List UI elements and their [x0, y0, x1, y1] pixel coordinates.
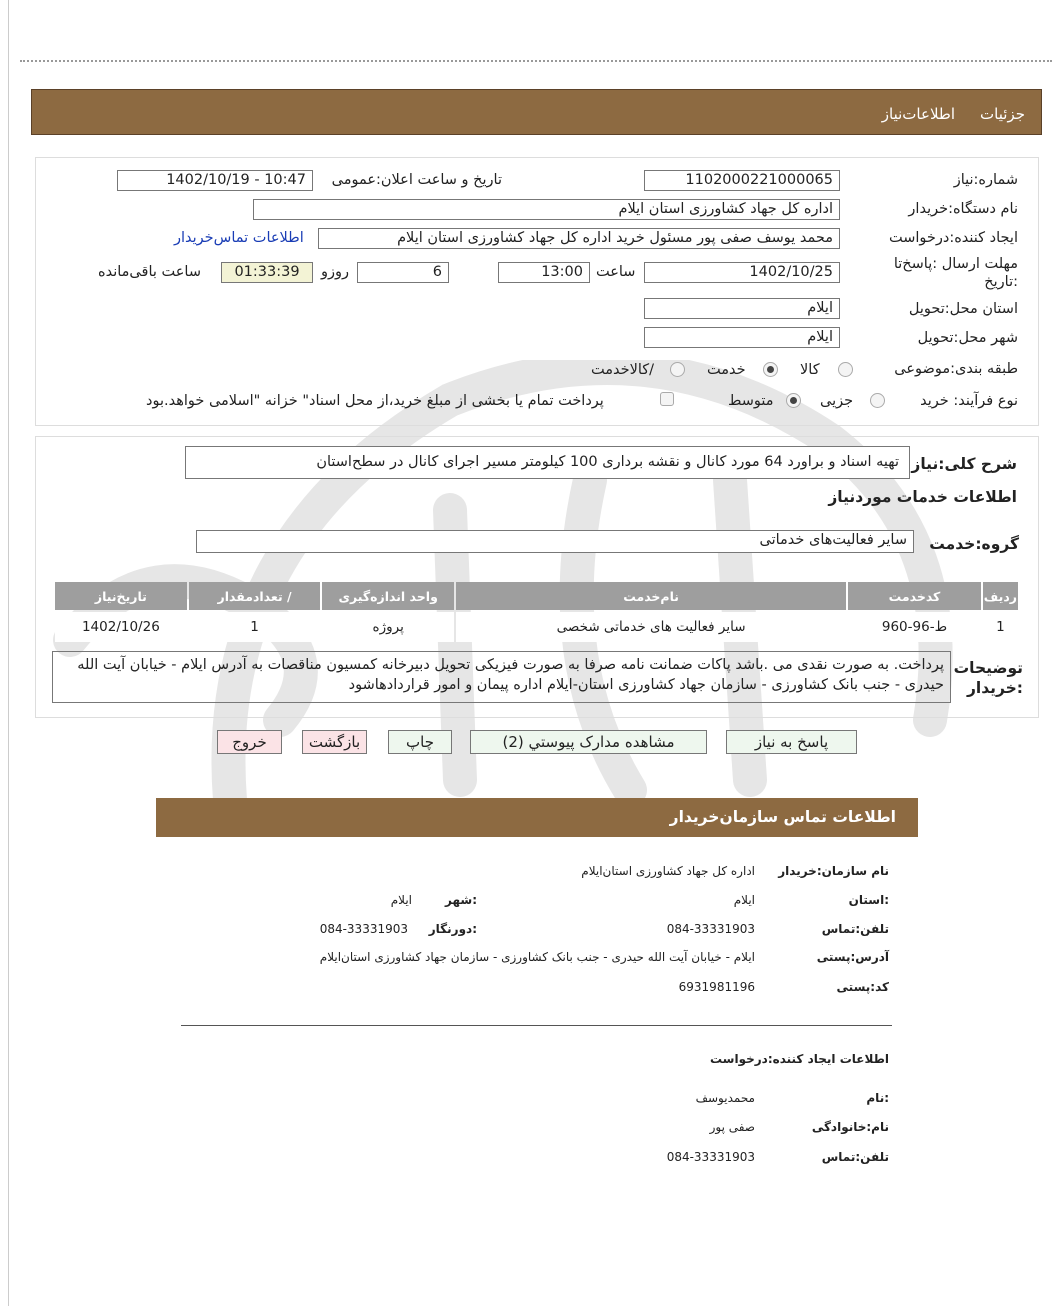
- header-quantity: / تعدادمقدار: [189, 582, 321, 610]
- creator-info-title: اطلاعات ایجاد کننده:درخواست: [709, 1052, 889, 1066]
- province-contact-value: ایلام: [733, 893, 755, 907]
- fax-label: :دورنگار: [428, 922, 477, 936]
- deadline-label-2: :تاریخ: [984, 274, 1018, 290]
- fax-value: 084-33331903: [319, 922, 408, 936]
- creator-name-label: :نام: [866, 1091, 889, 1105]
- reply-button[interactable]: پاسخ به نیاز: [726, 730, 857, 754]
- services-table: [53, 580, 1020, 644]
- process-label: نوع فرآیند: خرید: [920, 393, 1018, 409]
- city-contact-label: :شهر: [445, 893, 477, 907]
- phone-value: 084-33331903: [666, 922, 755, 936]
- creator-phone-value: 084-33331903: [666, 1150, 755, 1164]
- creator-family-value: صفی پور: [709, 1120, 755, 1134]
- remaining-label: ساعت باقی‌مانده: [98, 264, 201, 280]
- tabs-header: [31, 89, 1042, 135]
- need-number-field: 1102000221000065: [644, 170, 840, 191]
- address-label: آدرس:پستی: [816, 950, 889, 964]
- category-goods-radio[interactable]: [838, 362, 853, 377]
- summary-field: تهیه اسناد و براورد 64 مورد کانال و نقشه برداری 100 کیلومتر مسیر اجرای کانال در سطح‌استان: [185, 446, 910, 479]
- service-group-field: سایر فعالیت‌های خدماتی: [196, 530, 914, 553]
- process-partial-radio[interactable]: [870, 393, 885, 408]
- contact-header: [156, 798, 918, 837]
- city-label: شهر محل:تحویل: [917, 330, 1018, 346]
- province-label: استان محل:تحویل: [908, 301, 1018, 317]
- city-field: ایلام: [644, 327, 840, 348]
- cell-need-date: 1402/10/26: [55, 612, 187, 642]
- process-medium-radio[interactable]: [786, 393, 801, 408]
- need-info-panel: [35, 157, 1039, 426]
- print-button[interactable]: چاپ: [388, 730, 452, 754]
- buyer-notes-field: پرداخت. به صورت نقدی می .باشد پاکات ضمانت نامه صرفا به صورت فیزیکی تحویل دبیرخانه کمسیون مناقصات به آدرس ایلام - خیابان آیت الله حیدری - جنب بانک کشاورزی - سازمان جهاد کشاورزی استان-ایلام اداره پیمان و امور قراردادهاشود: [52, 651, 951, 703]
- address-value: ایلام - خیابان آیت الله حیدری - جنب بانک کشاورزی - سازمان جهاد کشاورزی استان‌ایلام: [319, 950, 755, 964]
- buyer-contact-link[interactable]: اطلاعات تماس‌خریدار: [174, 230, 304, 246]
- contact-divider: [181, 1025, 892, 1026]
- tab-details[interactable]: جزئیات: [980, 105, 1025, 123]
- cell-unit: پروژه: [322, 612, 454, 642]
- category-goods-label: کالا: [800, 362, 820, 378]
- creator-field: محمد یوسف صفی پور مسئول خرید اداره کل جهاد کشاورزی استان ایلام: [318, 228, 840, 249]
- phone-label: تلفن:تماس: [821, 922, 889, 936]
- contact-title: اطلاعات تماس سازمان‌خریدار: [669, 808, 896, 826]
- org-label: نام سازمان:خریدار: [778, 864, 889, 878]
- category-goods-service-label: /کالاخدمت: [591, 362, 655, 378]
- city-contact-value: ایلام: [390, 893, 412, 907]
- treasury-payment-text: پرداخت تمام یا بخشی از مبلغ خرید،از محل اسناد" خزانه "اسلامی خواهد.بود: [146, 393, 604, 409]
- table-row: [55, 612, 1018, 642]
- creator-family-label: نام:خانوادگی: [811, 1120, 889, 1134]
- header-unit: واحد اندازه‌گیری: [322, 582, 454, 610]
- remaining-time-field: 01:33:39: [221, 262, 313, 283]
- category-label: طبقه بندی:موضوعی: [894, 361, 1018, 377]
- treasury-payment-checkbox[interactable]: [660, 392, 674, 406]
- summary-label: شرح کلی:نیاز: [911, 455, 1017, 473]
- buyer-field: اداره کل جهاد کشاورزی استان ایلام: [253, 199, 840, 220]
- deadline-time-field: 13:00: [498, 262, 590, 283]
- back-button[interactable]: بازگشت: [302, 730, 367, 754]
- cell-service-code: ط-96-960: [848, 612, 981, 642]
- header-service-code: کدخدمت: [848, 582, 981, 610]
- days-field: 6: [357, 262, 449, 283]
- category-service-radio[interactable]: [763, 362, 778, 377]
- cell-quantity: 1: [189, 612, 321, 642]
- category-service-label: خدمت: [707, 362, 746, 378]
- org-value: اداره کل جهاد کشاورزی استان‌ایلام: [581, 864, 755, 878]
- table-header-row: [55, 582, 1018, 610]
- services-title: اطلاعات خدمات موردنیاز: [828, 488, 1017, 506]
- postal-code-label: کد:پستی: [836, 980, 889, 994]
- province-field: ایلام: [644, 298, 840, 319]
- header-row-no: ردیف: [983, 582, 1018, 610]
- deadline-date-field: 1402/10/25: [644, 262, 840, 283]
- need-number-label: شماره:نیاز: [953, 172, 1018, 188]
- notes-label: توضیحات: [953, 659, 1023, 677]
- view-documents-button[interactable]: مشاهده مدارک پیوستي (2): [470, 730, 707, 754]
- deadline-label: مهلت ارسال :پاسخ‌تا: [893, 256, 1018, 272]
- buyer-label: نام دستگاه:خریدار: [908, 201, 1018, 217]
- creator-phone-label: تلفن:تماس: [821, 1150, 889, 1164]
- cell-row-no: 1: [983, 612, 1018, 642]
- notes-label-2: :خریدار: [966, 679, 1023, 697]
- process-partial-label: جزیی: [820, 393, 854, 409]
- creator-label: ایجاد کننده:درخواست: [889, 230, 1018, 246]
- category-goods-service-radio[interactable]: [670, 362, 685, 377]
- province-contact-label: :استان: [848, 893, 889, 907]
- header-service-name: نام‌خدمت: [456, 582, 846, 610]
- announce-label: تاریخ و ساعت اعلان:عمومی: [331, 172, 502, 188]
- process-medium-label: متوسط: [728, 393, 774, 409]
- cell-service-name: سایر فعالیت های خدماتی شخصی: [456, 612, 846, 642]
- creator-name-value: محمدیوسف: [695, 1091, 755, 1105]
- exit-button[interactable]: خروج: [217, 730, 282, 754]
- day-label: روزو: [321, 264, 350, 280]
- postal-code-value: 6931981196: [678, 980, 755, 994]
- hour-label: ساعت: [596, 264, 636, 280]
- announce-datetime-field: 1402/10/19 - 10:47: [117, 170, 313, 191]
- tab-need-info[interactable]: اطلاعات‌نیاز: [881, 105, 955, 123]
- top-divider: [20, 60, 1052, 62]
- left-border-line: [8, 0, 9, 1306]
- service-group-label: گروه:خدمت: [929, 535, 1019, 553]
- header-need-date: تاریخ‌نیاز: [55, 582, 187, 610]
